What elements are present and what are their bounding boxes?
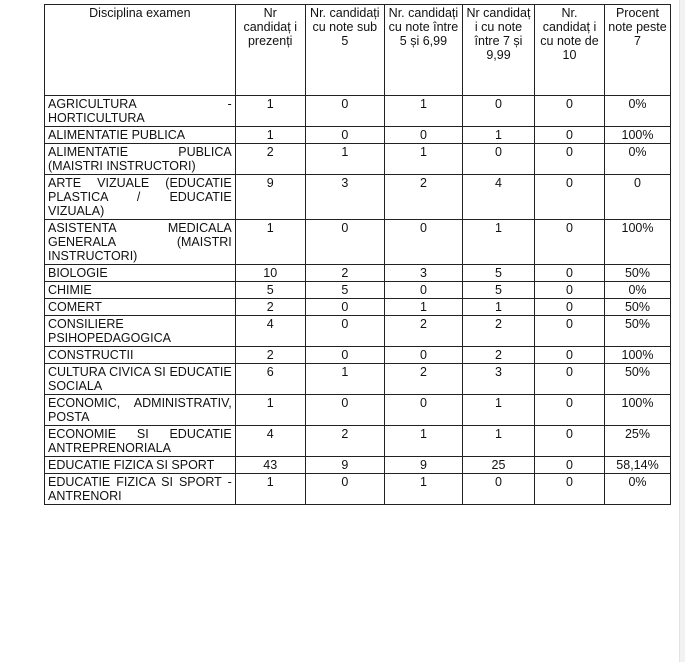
cell-between-5-699: 1 xyxy=(384,144,462,175)
cell-between-7-999: 0 xyxy=(462,474,534,505)
table-row xyxy=(45,175,671,220)
table-row xyxy=(45,426,671,457)
cell-present: 43 xyxy=(235,457,305,474)
cell-between-5-699: 0 xyxy=(384,127,462,144)
cell-present: 1 xyxy=(235,96,305,127)
cell-between-7-999: 2 xyxy=(462,347,534,364)
cell-between-5-699: 1 xyxy=(384,299,462,316)
cell-between-7-999: 3 xyxy=(462,364,534,395)
cell-below-5: 9 xyxy=(305,457,384,474)
cell-below-5: 0 xyxy=(305,347,384,364)
cell-between-5-699: 1 xyxy=(384,426,462,457)
cell-between-7-999: 0 xyxy=(462,144,534,175)
cell-between-7-999: 1 xyxy=(462,299,534,316)
cell-present: 4 xyxy=(235,316,305,347)
cell-between-7-999: 1 xyxy=(462,395,534,426)
cell-discipline: CONSTRUCTII xyxy=(45,347,236,364)
cell-discipline: ALIMENTATIE PUBLICA (MAISTRI INSTRUCTORI) xyxy=(45,144,236,175)
header-present: Nr candidaț i prezenți xyxy=(235,5,305,96)
cell-below-5: 0 xyxy=(305,316,384,347)
cell-discipline: ECONOMIE SI EDUCATIE ANTREPRENORIALA xyxy=(45,426,236,457)
cell-percent-above-7: 25% xyxy=(605,426,671,457)
table-row xyxy=(45,395,671,426)
cell-between-7-999: 4 xyxy=(462,175,534,220)
table-row xyxy=(45,457,671,474)
cell-below-5: 0 xyxy=(305,395,384,426)
cell-percent-above-7: 50% xyxy=(605,316,671,347)
cell-discipline: CULTURA CIVICA SI EDUCATIE SOCIALA xyxy=(45,364,236,395)
table-row xyxy=(45,144,671,175)
cell-grade-10: 0 xyxy=(535,127,605,144)
cell-discipline: ASISTENTA MEDICALA GENERALA (MAISTRI INSTRUCTORI) xyxy=(45,220,236,265)
cell-percent-above-7: 58,14% xyxy=(605,457,671,474)
cell-grade-10: 0 xyxy=(535,316,605,347)
cell-grade-10: 0 xyxy=(535,364,605,395)
header-7-to-999: Nr candidaț i cu note între 7 și 9,99 xyxy=(462,5,534,96)
cell-between-7-999: 1 xyxy=(462,426,534,457)
cell-below-5: 2 xyxy=(305,426,384,457)
cell-below-5: 0 xyxy=(305,127,384,144)
header-percent-above-7: Procent note peste 7 xyxy=(605,5,671,96)
cell-between-5-699: 1 xyxy=(384,96,462,127)
cell-percent-above-7: 0% xyxy=(605,474,671,505)
cell-discipline: CHIMIE xyxy=(45,282,236,299)
cell-grade-10: 0 xyxy=(535,220,605,265)
cell-discipline: ECONOMIC, ADMINISTRATIV, POSTA xyxy=(45,395,236,426)
cell-percent-above-7: 0% xyxy=(605,96,671,127)
cell-between-7-999: 25 xyxy=(462,457,534,474)
cell-grade-10: 0 xyxy=(535,175,605,220)
cell-between-5-699: 0 xyxy=(384,347,462,364)
cell-between-5-699: 0 xyxy=(384,282,462,299)
cell-between-5-699: 1 xyxy=(384,474,462,505)
table-row xyxy=(45,299,671,316)
cell-below-5: 0 xyxy=(305,220,384,265)
cell-grade-10: 0 xyxy=(535,474,605,505)
cell-discipline: ALIMENTATIE PUBLICA xyxy=(45,127,236,144)
exam-results-table xyxy=(44,4,671,505)
cell-between-5-699: 2 xyxy=(384,364,462,395)
cell-below-5: 5 xyxy=(305,282,384,299)
cell-below-5: 0 xyxy=(305,96,384,127)
cell-percent-above-7: 0% xyxy=(605,144,671,175)
cell-present: 1 xyxy=(235,395,305,426)
header-discipline: Disciplina examen xyxy=(45,5,236,96)
cell-discipline: EDUCATIE FIZICA SI SPORT xyxy=(45,457,236,474)
cell-grade-10: 0 xyxy=(535,282,605,299)
cell-between-7-999: 5 xyxy=(462,265,534,282)
cell-between-7-999: 1 xyxy=(462,220,534,265)
cell-between-7-999: 0 xyxy=(462,96,534,127)
cell-percent-above-7: 100% xyxy=(605,395,671,426)
cell-discipline: AGRICULTURA - HORTICULTURA xyxy=(45,96,236,127)
header-5-to-699: Nr. candidați cu note între 5 și 6,99 xyxy=(384,5,462,96)
cell-present: 2 xyxy=(235,299,305,316)
cell-present: 2 xyxy=(235,347,305,364)
cell-present: 1 xyxy=(235,127,305,144)
cell-present: 4 xyxy=(235,426,305,457)
table-row xyxy=(45,220,671,265)
table-row xyxy=(45,364,671,395)
table-row xyxy=(45,474,671,505)
cell-present: 6 xyxy=(235,364,305,395)
header-below-5: Nr. candidați cu note sub 5 xyxy=(305,5,384,96)
cell-grade-10: 0 xyxy=(535,457,605,474)
cell-discipline: ARTE VIZUALE (EDUCATIE PLASTICA / EDUCATIE VIZUALA) xyxy=(45,175,236,220)
cell-between-7-999: 5 xyxy=(462,282,534,299)
cell-present: 5 xyxy=(235,282,305,299)
cell-percent-above-7: 100% xyxy=(605,127,671,144)
cell-discipline: BIOLOGIE xyxy=(45,265,236,282)
cell-percent-above-7: 0% xyxy=(605,282,671,299)
cell-below-5: 1 xyxy=(305,364,384,395)
cell-present: 2 xyxy=(235,144,305,175)
table-row xyxy=(45,265,671,282)
table-row xyxy=(45,282,671,299)
cell-percent-above-7: 100% xyxy=(605,220,671,265)
table-row xyxy=(45,347,671,364)
cell-grade-10: 0 xyxy=(535,426,605,457)
cell-discipline: COMERT xyxy=(45,299,236,316)
cell-below-5: 0 xyxy=(305,474,384,505)
cell-grade-10: 0 xyxy=(535,395,605,426)
cell-below-5: 1 xyxy=(305,144,384,175)
cell-present: 10 xyxy=(235,265,305,282)
cell-between-5-699: 0 xyxy=(384,395,462,426)
cell-between-7-999: 1 xyxy=(462,127,534,144)
cell-percent-above-7: 50% xyxy=(605,299,671,316)
cell-between-5-699: 2 xyxy=(384,316,462,347)
cell-percent-above-7: 50% xyxy=(605,364,671,395)
cell-present: 1 xyxy=(235,220,305,265)
cell-grade-10: 0 xyxy=(535,299,605,316)
table-row xyxy=(45,127,671,144)
cell-grade-10: 0 xyxy=(535,96,605,127)
cell-percent-above-7: 100% xyxy=(605,347,671,364)
cell-grade-10: 0 xyxy=(535,265,605,282)
cell-discipline: EDUCATIE FIZICA SI SPORT - ANTRENORI xyxy=(45,474,236,505)
cell-percent-above-7: 0 xyxy=(605,175,671,220)
table-row xyxy=(45,316,671,347)
cell-below-5: 3 xyxy=(305,175,384,220)
table-header-row xyxy=(45,5,671,96)
cell-grade-10: 0 xyxy=(535,347,605,364)
cell-between-7-999: 2 xyxy=(462,316,534,347)
cell-between-5-699: 0 xyxy=(384,220,462,265)
table-row xyxy=(45,96,671,127)
cell-below-5: 2 xyxy=(305,265,384,282)
cell-between-5-699: 3 xyxy=(384,265,462,282)
cell-grade-10: 0 xyxy=(535,144,605,175)
cell-between-5-699: 2 xyxy=(384,175,462,220)
cell-percent-above-7: 50% xyxy=(605,265,671,282)
cell-present: 1 xyxy=(235,474,305,505)
cell-present: 9 xyxy=(235,175,305,220)
page-edge xyxy=(679,0,685,662)
header-grade-10: Nr. candidaț i cu note de 10 xyxy=(535,5,605,96)
cell-below-5: 0 xyxy=(305,299,384,316)
cell-discipline: CONSILIERE PSIHOPEDAGOGICA xyxy=(45,316,236,347)
cell-between-5-699: 9 xyxy=(384,457,462,474)
table-body xyxy=(45,96,671,505)
